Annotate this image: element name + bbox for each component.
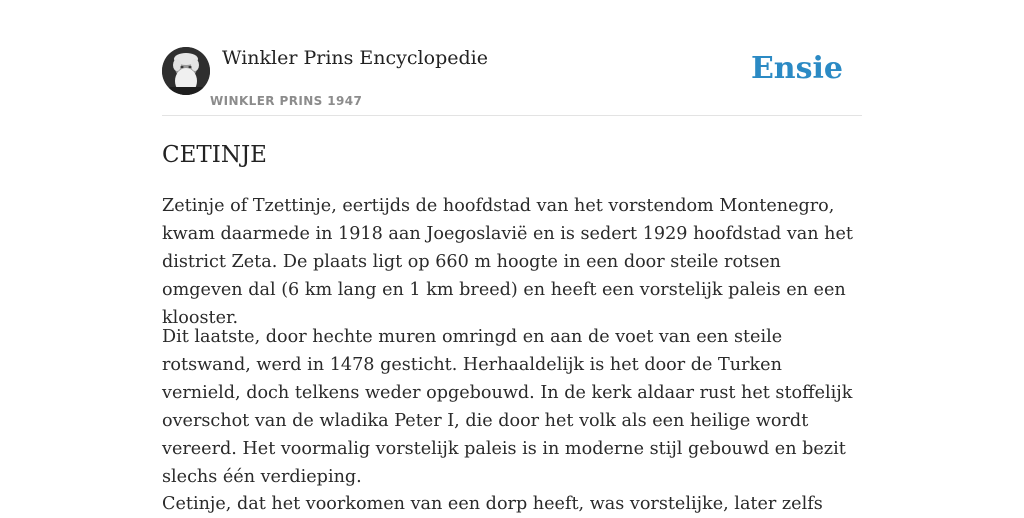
entry-title: CETINJE	[162, 142, 267, 168]
entry-paragraph: Dit laatste, door hechte muren omringd en aan de voet van een steile rotswand, werd in 1478 gesticht. Herhaaldelijk is het door de Turken vernield, doch telkens weder opgebouwd. In de kerk aldaar rust het stoffelijk overschot van de wladika Peter I, die door het volk als een heilige wordt vereerd. Het voormalig vorstelijk paleis is in moderne stijl gebouwd en bezit slechs één verdieping.	[162, 327, 853, 487]
source-subtitle: WINKLER PRINS 1947	[210, 94, 363, 108]
portrait-image	[162, 47, 210, 95]
ensie-logo-link[interactable]: Ensie	[750, 51, 843, 86]
entry-paragraph: Zetinje of Tzettinje, eertijds de hoofdstad van het vorstendom Montenegro, kwam daarmede in 1918 aan Joegoslavië en is sedert 1929 hoofdstad van het district Zeta. De plaats ligt op 660 m hoogte in een door steile rotsen omgeven dal (6 km lang en 1 km breed) en heeft een vorstelijk paleis en een klooster.	[162, 196, 853, 328]
entry-paragraph: Cetinje, dat het voorkomen van een dorp heeft, was vorstelijke, later zelfs	[162, 494, 823, 514]
author-avatar[interactable]	[162, 47, 210, 95]
source-header	[162, 0, 862, 116]
source-title[interactable]: Winkler Prins Encyclopedie	[222, 47, 488, 69]
page-container	[162, 0, 862, 514]
